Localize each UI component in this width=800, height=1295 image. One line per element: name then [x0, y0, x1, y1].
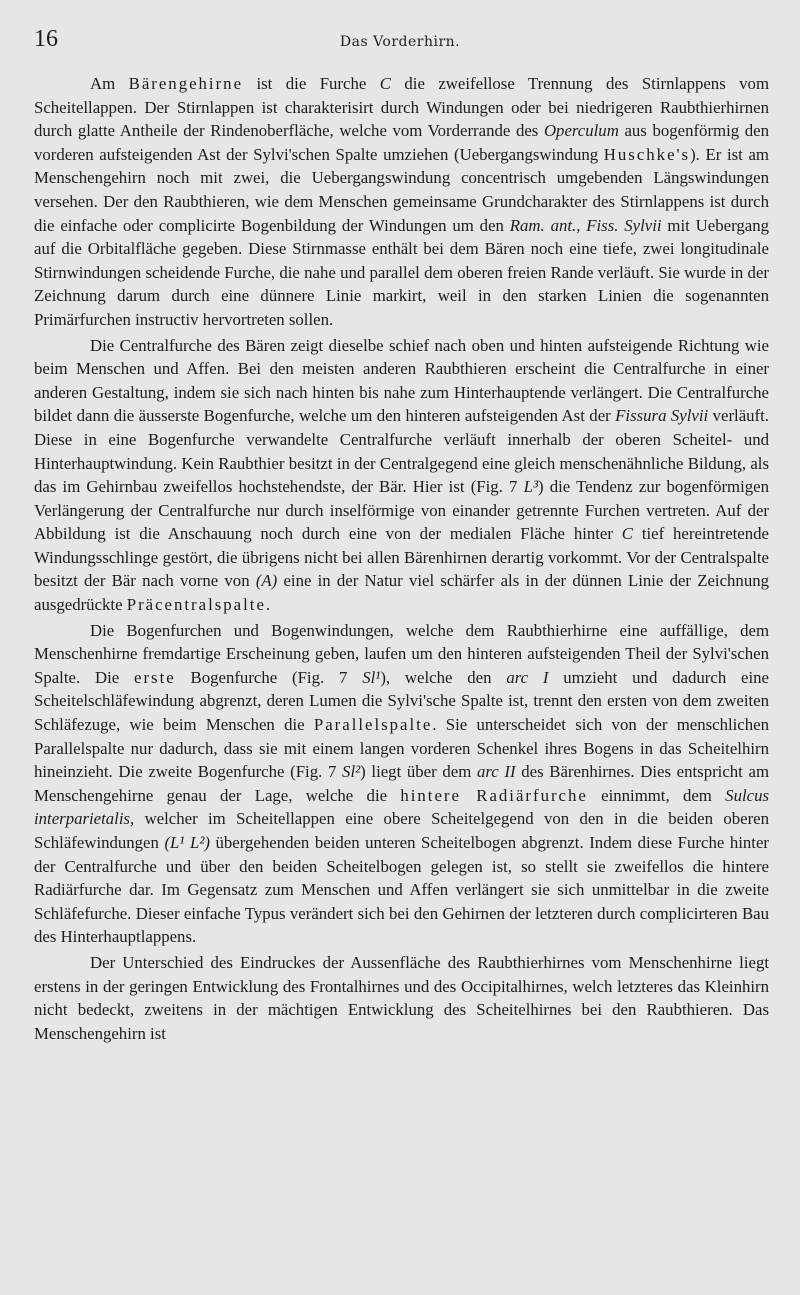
italic-run: L³ — [523, 477, 538, 497]
italic-run: Ram. ant., Fiss. Sylvii — [509, 215, 662, 235]
spaced-emphasis-run: erste — [134, 667, 176, 687]
text-run: einnimmt, dem — [587, 785, 726, 805]
page-header — [34, 26, 766, 62]
text-run: ) die Tendenz zur bogenförmigen Verlängerung der Centralfurche nur durch inselförmige von einander getrennte Furchen vertreten. Auf der Abbildung ist die Anschauung noch durch eine von der medialen Fläche hinter — [34, 477, 769, 544]
paragraph-3 — [34, 619, 769, 949]
italic-run: C — [379, 74, 391, 93]
paragraph-1 — [34, 72, 769, 332]
paragraph-4 — [34, 951, 769, 1045]
text-run: aus bogenförmig den vorderen aufsteigenden Ast der Sylvi'schen Spalte umziehen (Uebergangswindung — [34, 121, 769, 164]
italic-run: Sl¹ — [362, 667, 381, 687]
text-run: die zweifellose Trennung des Stirnlappens vom Scheitellappen. Der Stirnlappen ist charakterisirt durch Windungen oder bei niedrigeren Raubthierhirnen durch glatte Antheile der Rindenoberfläche, welche vom Vorderrande des — [34, 74, 769, 141]
italic-run: (L¹ L²) — [164, 833, 210, 852]
text-run: Die Centralfurche des Bären zeigt dieselbe schief nach oben und hinten aufsteigende Richtung wie beim Menschen und Affen. Bei den meisten anderen Raubthieren erscheint die Centralfurche in einer anderen Gestaltung, indem sie sich nach hinten bis nahe zum Hinterhauptende verlängert. Die Centralfurche bildet dann die äusserste Bogenfurche, welche um den hinteren aufsteigenden Ast der — [34, 335, 769, 426]
italic-run: arc I — [506, 667, 549, 687]
text-run: . — [265, 595, 271, 615]
spaced-emphasis-run: Parallelspalte — [313, 715, 433, 735]
text-run: des Bärenhirnes. Dies entspricht am Menschengehirne genau der Lage, welche die — [34, 762, 770, 805]
spaced-emphasis-run: Präcentralspalte — [126, 595, 266, 615]
spaced-emphasis-run: hintere Radiärfurche — [400, 785, 588, 805]
italic-run: (A) — [255, 571, 278, 591]
text-run: übergehenden beiden unteren Scheitelbogen abgrenzt. Indem diese Furche hinter der Centralfurche und über den beiden Scheitelbogen gelegen ist, so stellt sie zweifellos die hintere Radiärfurche dar. Im Gegensatz zum Menschen und Affen verlängert sie sich unmittelbar in die zweite Schläfefurche. Dieser einfache Typus verändert sich bei den Gehirnen der letzteren durch complicirteren Bau des Hinterhauptlappens. — [34, 833, 769, 947]
italic-run: C — [621, 524, 633, 544]
paragraph-2 — [34, 334, 769, 617]
text-run: umzieht und dadurch eine Scheitelschläfewindung abgrenzt, deren Lumen die Sylvi'sche Spalte ist, trennt den ersten von dem zweiten Schläfezuge, wie beim Menschen die — [34, 667, 769, 735]
italic-run: arc II — [476, 762, 516, 782]
spaced-emphasis-run: Bärengehirne — [128, 74, 244, 93]
running-title: Das Vorderhirn. — [339, 34, 461, 50]
spaced-emphasis-run: Huschke's — [603, 144, 691, 164]
page-number: 16 — [34, 26, 58, 52]
text-run: Die Bogenfurchen und Bogenwindungen, welche dem Raubthierhirne eine auffällige, dem Menschenhirne fremdartige Erscheinung geben, laufen um den hinteren aufsteigenden Theil der Sylvi'schen Spalte. Die — [34, 620, 769, 687]
body-text — [34, 72, 769, 1045]
italic-run: Sl² — [342, 762, 361, 782]
text-run: Bogenfurche (Fig. 7 — [175, 667, 363, 687]
text-run: ), welche den — [380, 667, 507, 687]
italic-run: Operculum — [543, 121, 619, 141]
italic-run: Fissura Sylvii — [615, 406, 709, 426]
text-run: . Sie unterscheidet sich von der menschlichen Parallelspalte nur dadurch, dass sie mit einem langen vorderen Schenkel ihres Bogens in das Scheitelhirn hineinzieht. Die zweite Bogenfurche (Fig. 7 — [34, 715, 769, 782]
text-run: eine in der Natur viel schärfer als in der dünnen Linie der Zeichnung ausgedrückte — [34, 571, 769, 615]
text-run: welcher im Scheitellappen eine obere Scheitelgegend von den in die beiden oberen Schläfewindungen — [34, 809, 769, 852]
text-run: tief hereintretende Windungsschlinge gestört, die übrigens nicht bei allen Bärenhirnen derartig vorkommt. Vor der Centralspalte besitzt der Bär nach vorne von — [34, 524, 769, 591]
text-run: Am — [90, 74, 129, 93]
text-run: ist die Furche — [243, 74, 380, 93]
text-run: ) liegt über dem — [360, 762, 477, 782]
text-run: Der Unterschied des Eindruckes der Aussenfläche des Raubthierhirnes vom Menschenhirne liegt erstens in der geringen Entwicklung des Frontalhirnes und des Occipitalhirnes, welch letzteres das Kleinhirn nicht bedeckt, zweitens in der mächtigen Entwicklung des Scheitelhirnes bei den Raubthieren. Das Menschengehirn ist — [34, 952, 769, 1043]
italic-run: Sulcus interparietalis, — [34, 785, 769, 829]
text-run: mit Uebergang auf die Orbitalfläche gegeben. Diese Stirnmasse enthält bei dem Bären noch eine tiefe, zwei longitudinale Stirnwindungen scheidende Furche, die nahe und parallel dem oberen freien Rande verläuft. Sie wurde in der Zeichnung darum durch eine dünnere Linie markirt, weil in den starken Linien die sogenannten Primärfurchen instructiv hervortreten sollen. — [34, 215, 769, 329]
text-run: ). Er ist am Menschengehirn noch mit zwei, die Uebergangswindung concentrisch umgebenden Längswindungen versehen. Der den Raubthieren, wie dem Menschen gemeinsame Grundcharakter des Stirnlappens ist durch die einfache oder complicirte Bogenbildung der Windungen um den — [34, 144, 769, 235]
text-run: verläuft. Diese in eine Bogenfurche verwandelte Centralfurche verläuft innerhalb der oberen Scheitel- und Hinterhauptwindung. Kein Raubthier besitzt in der Centralgegend eine gleich menschenähnliche Bildung, als das im Gehirnbau zweifellos hochstehendste, der Bär. Hier ist (Fig. 7 — [34, 406, 769, 497]
